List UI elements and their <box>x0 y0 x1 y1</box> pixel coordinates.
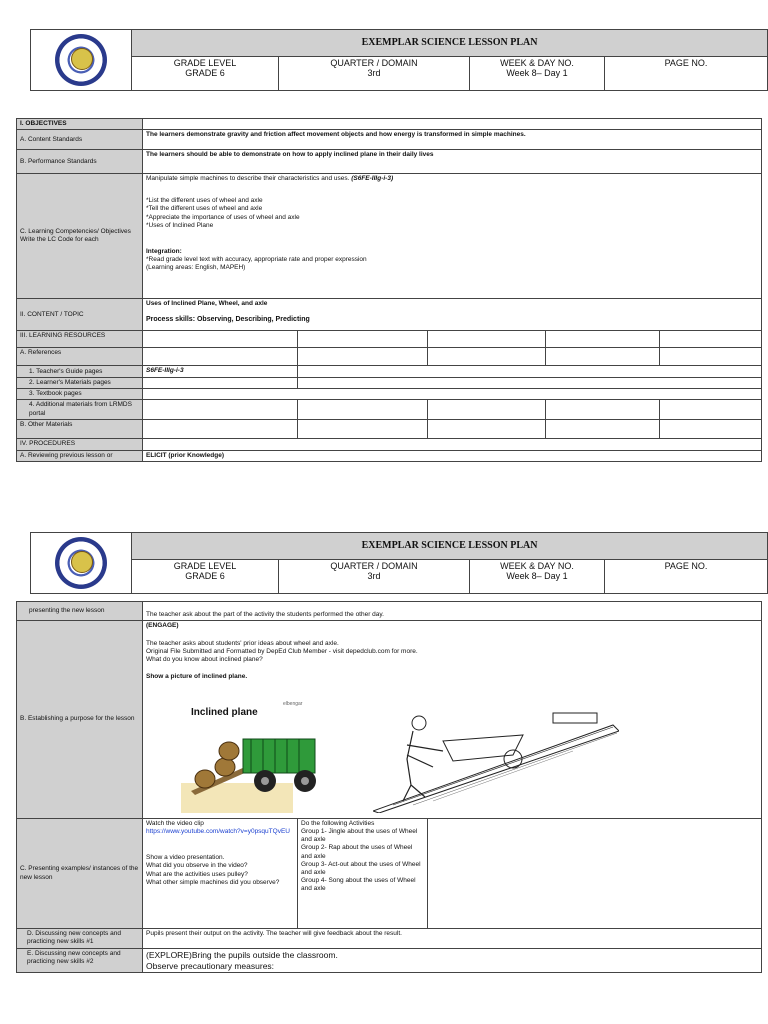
integration-line-1: *Read grade level text with accuracy, appropriate rate and proper expression <box>146 255 367 263</box>
lesson-plan-header-2 <box>30 532 768 594</box>
competency-code: (S6FE-IIIg-i-3) <box>351 175 394 183</box>
reviewing-label: A. Reviewing previous lesson or <box>17 450 143 461</box>
performance-standards-text: The learners should be able to demonstrate on how to apply inclined plane in their daily lives <box>143 150 762 174</box>
week-label: WEEK & DAY NO. <box>500 57 574 68</box>
video-question: What are the activities uses pulley? <box>146 870 248 878</box>
observe-text: Observe precautionary measures: <box>146 960 275 971</box>
references-label: A. References <box>17 348 143 366</box>
performance-standards-label: B. Performance Standards <box>17 150 143 174</box>
week-value: Week 8– Day 1 <box>506 570 568 581</box>
integration-label: Integration: <box>146 247 182 255</box>
group-activity: Group 4- Song about the uses of Wheel and axle <box>301 876 416 892</box>
grade-level-value: GRADE 6 <box>185 67 225 78</box>
header-title: EXEMPLAR SCIENCE LESSON PLAN <box>132 533 768 560</box>
quarter-value: 3rd <box>367 67 381 78</box>
engage-cell <box>143 621 762 819</box>
deped-logo-cell <box>31 533 132 594</box>
discussing-2-label: E. Discussing new concepts and practicing new skills #2 <box>17 949 143 973</box>
explore-text: (EXPLORE)Bring the pupils outside the classroom. <box>146 950 338 960</box>
quarter-value: 3rd <box>367 570 381 581</box>
process-skills-text: Process skills: Observing, Describing, Predicting <box>146 316 310 324</box>
video-question: What other simple machines did you observe? <box>146 878 280 886</box>
learning-resources-label: III. LEARNING RESOURCES <box>17 331 143 348</box>
teachers-guide-value: S6FE-IIIg-i-3 <box>143 366 298 378</box>
procedures-label: IV. PROCEDURES <box>17 439 143 450</box>
deped-seal-icon <box>55 537 107 589</box>
explore-cell <box>143 949 762 973</box>
quarter-label: QUARTER / DOMAIN <box>330 560 418 571</box>
reviewing-value: ELICIT (prior Knowledge) <box>143 450 762 461</box>
lesson-plan-header <box>30 29 768 91</box>
show-picture-text: Show a picture of inclined plane. <box>146 672 248 680</box>
deped-seal-icon <box>55 34 107 86</box>
other-materials-label: B. Other Materials <box>17 420 143 439</box>
week-label: WEEK & DAY NO. <box>500 560 574 571</box>
examples-label: C. Presenting examples/ instances of the new lesson <box>17 819 143 929</box>
establishing-label: B. Establishing a purpose for the lesson <box>17 621 143 819</box>
truck-ramp-illustration <box>181 701 337 813</box>
discussing-1-label: D. Discussing new concepts and practicing new skills #1 <box>17 929 143 949</box>
video-question: What did you observe in the video? <box>146 862 248 870</box>
objectives-heading: I. OBJECTIVES <box>17 119 143 130</box>
learners-materials-label: 2. Learner's Materials pages <box>17 378 143 389</box>
competency-item: *Uses of Inclined Plane <box>146 221 214 229</box>
page-label: PAGE NO. <box>664 560 708 571</box>
header-title: EXEMPLAR SCIENCE LESSON PLAN <box>132 30 768 57</box>
textbook-label: 3. Textbook pages <box>17 389 143 400</box>
lesson-plan-table-1 <box>16 118 762 462</box>
week-value: Week 8– Day 1 <box>506 67 568 78</box>
deped-logo-cell <box>31 30 132 91</box>
engage-line: Original File Submitted and Formatted by DepEd Club Member - visit depedclub.com for more. <box>146 648 418 656</box>
page-label: PAGE NO. <box>664 57 708 68</box>
engage-line: The teacher asks about students' prior ideas about wheel and axle. <box>146 640 339 648</box>
content-topic-text: Uses of Inclined Plane, Wheel, and axle <box>146 300 268 308</box>
image-title: Inclined plane <box>191 707 258 718</box>
watch-text: Watch the video clip <box>146 820 204 827</box>
grade-level-label: GRADE LEVEL <box>173 57 237 68</box>
content-standards-label: A. Content Standards <box>17 130 143 150</box>
competency-item: *List the different uses of wheel and axle <box>146 197 263 205</box>
group-activity: Group 3- Act-out about the uses of Wheel and axle <box>301 860 421 876</box>
competency-item: *Appreciate the importance of uses of wheel and axle <box>146 213 300 221</box>
engage-heading: (ENGAGE) <box>146 622 179 629</box>
video-link[interactable]: https://www.youtube.com/watch?v=y0psquTQvEU <box>146 828 290 836</box>
quarter-label: QUARTER / DOMAIN <box>330 57 418 68</box>
additional-materials-label: 4. Additional materials from LRMDS portal <box>17 400 143 420</box>
engage-line: What do you know about inclined plane? <box>146 656 263 664</box>
video-cell <box>143 819 298 929</box>
show-video-text: Show a video presentation. <box>146 854 225 862</box>
activities-title: Do the following Activities <box>301 820 375 827</box>
presenting-label: presenting the new lesson <box>17 602 143 621</box>
teachers-guide-label: 1. Teacher's Guide pages <box>17 366 143 378</box>
group-activity: Group 2- Rap about the uses of Wheel and axle <box>301 844 413 860</box>
inclined-plane-truck-image <box>181 701 337 813</box>
competencies-label: C. Learning Competencies/ Objectives Write the LC Code for each <box>17 174 143 299</box>
competency-intro: Manipulate simple machines to describe their characteristics and uses. <box>146 175 350 183</box>
competencies-cell <box>143 174 762 299</box>
content-topic-label: II. CONTENT / TOPIC <box>17 299 143 331</box>
discussing-1-value: Pupils present their output on the activity. The teacher will give feedback about the result. <box>143 929 762 949</box>
competency-item: *Tell the different uses of wheel and axle <box>146 205 263 213</box>
group-activity: Group 1- Jingle about the uses of Wheel and axle <box>301 828 418 844</box>
image-small-label: elbengar <box>283 701 303 707</box>
integration-line-2: (Learning areas: English, MAPEH) <box>146 264 246 271</box>
activities-cell <box>298 819 428 929</box>
presenting-value: The teacher ask about the part of the activity the students performed the other day. <box>143 602 762 621</box>
grade-level-value: GRADE 6 <box>185 570 225 581</box>
content-standards-text: The learners demonstrate gravity and friction affect movement objects and how energy is transformed in simple machines. <box>143 130 762 150</box>
wheelbarrow-ramp-sketch <box>373 705 619 813</box>
lesson-plan-table-2 <box>16 601 762 973</box>
grade-level-label: GRADE LEVEL <box>173 560 237 571</box>
